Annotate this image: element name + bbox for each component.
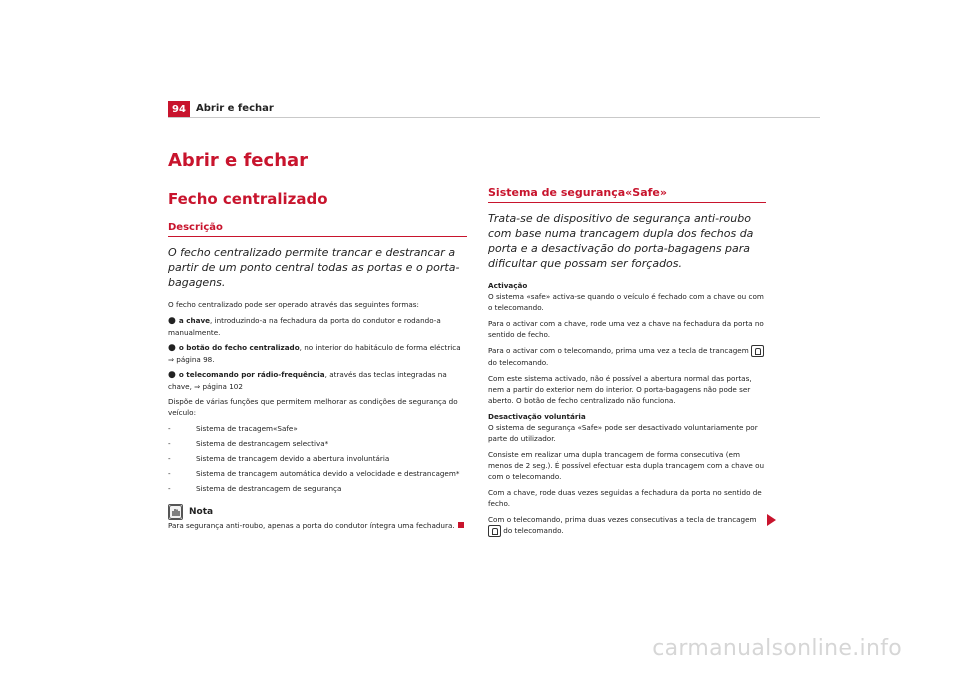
bullet-bold-text: o telecomando por rádio-frequência bbox=[178, 370, 325, 379]
bullet-icon: ● bbox=[168, 370, 176, 380]
list-item: - Sistema de trancagem automática devido a velocidade e destrancagem* bbox=[168, 469, 460, 478]
lead-paragraph: O fecho centralizado permite trancar e destrancar a partir de um ponto central todas as portas e o porta-bagagens. bbox=[168, 246, 460, 289]
bullet-text: , no interior do habitáculo de forma eléctrica ⇒ página 98. bbox=[168, 343, 461, 364]
note-hand-icon bbox=[168, 504, 183, 520]
paragraph: Consiste em realizar uma dupla trancagem de forma consecutiva (em menos de 2 seg.). É possível efectuar esta dupla trancagem com a chave ou com o telecomando. bbox=[488, 450, 765, 481]
system-label: Sistema de trancagem automática devido a velocidade e destrancagem* bbox=[196, 469, 460, 478]
paragraph: Para o activar com a chave, rode uma vez a chave na fechadura da porta no sentido de fecho. bbox=[488, 319, 764, 339]
paragraph: O sistema «safe» activa-se quando o veículo é fechado com a chave ou com o telecomando. bbox=[488, 292, 764, 312]
left-column bbox=[168, 222, 467, 536]
note-text bbox=[168, 520, 467, 531]
intro-paragraph: O fecho centralizado pode ser operado através das seguintes formas: bbox=[168, 300, 419, 309]
paragraph bbox=[488, 345, 766, 368]
list-item bbox=[168, 315, 467, 338]
system-label: Sistema de destrancagem de segurança bbox=[196, 484, 342, 493]
list-item: - Sistema de tracagem«Safe» bbox=[168, 424, 298, 433]
system-label: Sistema de trancagem devido a abertura involuntária bbox=[196, 454, 390, 463]
running-header: Abrir e fechar bbox=[196, 103, 274, 114]
lock-key-icon bbox=[488, 525, 501, 537]
list-item: - Sistema de destrancagem de segurança bbox=[168, 484, 342, 493]
paragraph-text: do telecomando. bbox=[488, 358, 549, 367]
list-item: - Sistema de destrancagem selectiva* bbox=[168, 439, 329, 448]
subsection-title-safe: Sistema de segurança«Safe» bbox=[488, 186, 766, 203]
paragraph bbox=[488, 514, 766, 537]
bullet-text: , através das teclas integradas na chave, ⇒ página 102 bbox=[168, 370, 447, 391]
page-number: 94 bbox=[168, 101, 190, 118]
lock-key-icon bbox=[751, 345, 764, 357]
system-label: Sistema de destrancagem selectiva* bbox=[196, 439, 329, 448]
system-label: Sistema de tracagem«Safe» bbox=[196, 424, 298, 433]
section-end-marker bbox=[458, 522, 464, 528]
paragraph-text: Para o activar com o telecomando, prima uma vez a tecla de trancagem bbox=[488, 346, 749, 355]
list-item bbox=[168, 369, 467, 392]
note-header bbox=[168, 504, 467, 520]
list-item: - Sistema de trancagem devido a abertura involuntária bbox=[168, 454, 390, 463]
watermark: carmanualsonline.info bbox=[652, 636, 902, 661]
list-item bbox=[168, 342, 467, 365]
deactivation-heading: Desactivação voluntária bbox=[488, 412, 586, 421]
next-page-arrow-icon[interactable] bbox=[767, 514, 776, 526]
bullet-bold-text: a chave bbox=[178, 316, 210, 325]
bullet-bold-text: o botão do fecho centralizado bbox=[178, 343, 300, 352]
page-title: Abrir e fechar bbox=[168, 150, 309, 171]
bullet-text: , introduzindo-a na fechadura da porta do condutor e rodando-a manualmente. bbox=[168, 316, 441, 337]
lead-paragraph: Trata-se de dispositivo de segurança anti-roubo com base numa trancagem dupla dos fechos da porta e a desactivação do porta-bagagens para dificultar que possam ser forçados. bbox=[488, 212, 754, 270]
paragraph: Com a chave, rode duas vezes seguidas a fechadura da porta no sentido de fecho. bbox=[488, 488, 762, 508]
paragraph-text: Com o telecomando, prima duas vezes consecutivas a tecla de trancagem bbox=[488, 515, 757, 524]
subsection-title-descricao: Descrição bbox=[168, 222, 467, 237]
section-title: Fecho centralizado bbox=[168, 190, 328, 208]
note-title: Nota bbox=[189, 507, 214, 517]
note-text-content: Para segurança anti-roubo, apenas a porta do condutor íntegra uma fechadura. bbox=[168, 521, 455, 530]
paragraph: O sistema de segurança «Safe» pode ser desactivado voluntariamente por parte do utilizador. bbox=[488, 423, 758, 443]
header-rule bbox=[168, 117, 820, 118]
paragraph-text: do telecomando. bbox=[503, 526, 564, 535]
activation-heading: Activação bbox=[488, 281, 528, 290]
paragraph: Com este sistema activado, não é possível a abertura normal das portas, nem a partir do exterior nem do interior. O porta-bagagens não pode ser aberto. O botão de fecho centralizado não funciona. bbox=[488, 374, 752, 405]
bullet-icon: ● bbox=[168, 316, 176, 326]
bullet-icon: ● bbox=[168, 343, 176, 353]
systems-intro: Dispõe de várias funções que permitem melhorar as condições de segurança do veículo: bbox=[168, 397, 458, 417]
right-column bbox=[488, 186, 766, 542]
